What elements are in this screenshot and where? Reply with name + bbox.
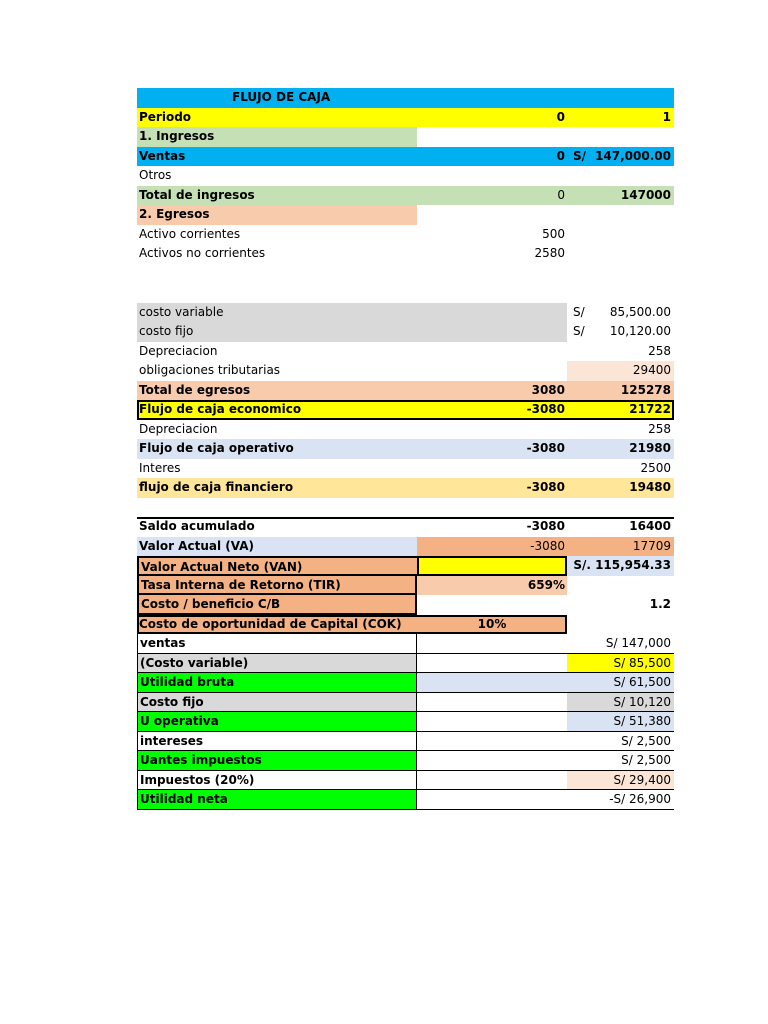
income-row-label[interactable]: Impuestos (20%) [137, 771, 417, 791]
flujo-financiero-0[interactable]: -3080 [526, 480, 565, 494]
total-ingresos-0[interactable]: 0 [557, 187, 565, 202]
activos-no-corrientes-row [137, 244, 674, 264]
ventas-row [137, 147, 674, 167]
interes-row [137, 459, 674, 479]
flujo-economico-label[interactable]: Flujo de caja economico [139, 402, 302, 416]
flujo-financiero-1[interactable]: 19480 [629, 480, 671, 494]
income-row [137, 693, 674, 713]
cb-row [137, 595, 674, 615]
saldo-label[interactable]: Saldo acumulado [139, 519, 255, 533]
va-1[interactable]: 17709 [632, 538, 671, 553]
va-0[interactable]: -3080 [530, 538, 565, 553]
ventas-1[interactable]: 147,000.00 [595, 148, 671, 163]
costo-variable-1[interactable]: 85,500.00 [609, 304, 671, 319]
flujo-financiero-label[interactable]: flujo de caja financiero [139, 480, 294, 494]
ventas-label[interactable]: Ventas [139, 148, 186, 163]
total-ingresos-1[interactable]: 147000 [620, 187, 671, 202]
depreciacion-2-label[interactable]: Depreciacion [139, 421, 218, 436]
income-row-value[interactable]: S/ 85,500 [567, 654, 674, 674]
income-row-spacer [417, 771, 567, 791]
income-row-label[interactable]: Utilidad neta [137, 790, 417, 810]
income-row-label[interactable]: Uantes impuestos [137, 751, 417, 771]
egresos-header-row [137, 205, 674, 225]
income-row [137, 751, 674, 771]
saldo-0[interactable]: -3080 [526, 519, 565, 533]
saldo-row [137, 517, 674, 537]
total-ingresos-label[interactable]: Total de ingresos [139, 187, 255, 202]
income-row-spacer [417, 634, 567, 654]
income-row-label[interactable]: intereses [137, 732, 417, 752]
income-row-label[interactable]: Utilidad bruta [137, 673, 417, 693]
income-row-value[interactable]: S/ 51,380 [567, 712, 674, 732]
costo-fijo-1[interactable]: 10,120.00 [609, 324, 671, 338]
income-row [137, 771, 674, 791]
flujo-operativo-1[interactable]: 21980 [629, 441, 671, 455]
income-row-spacer [417, 712, 567, 732]
income-row [137, 790, 674, 810]
ingresos-header-row [137, 127, 674, 147]
interes-label[interactable]: Interes [139, 460, 181, 475]
income-row-spacer [417, 790, 567, 810]
income-row [137, 673, 674, 693]
depreciacion-label[interactable]: Depreciacion [139, 343, 218, 358]
costo-fijo-currency: S/ [573, 324, 585, 338]
interes-1[interactable]: 2500 [640, 460, 671, 475]
activos-no-corrientes-0[interactable]: 2580 [534, 246, 565, 260]
income-row-value[interactable]: -S/ 26,900 [567, 790, 674, 810]
income-row [137, 712, 674, 732]
income-row-spacer [417, 732, 567, 752]
income-row-value[interactable]: S/ 29,400 [567, 771, 674, 791]
total-egresos-1[interactable]: 125278 [620, 382, 671, 397]
obligaciones-label[interactable]: obligaciones tributarias [139, 363, 281, 377]
income-row [137, 654, 674, 674]
empty-row [137, 264, 674, 284]
income-row-value[interactable]: S/ 61,500 [567, 673, 674, 693]
flujo-operativo-row [137, 439, 674, 459]
periodo-0[interactable]: 0 [556, 109, 565, 124]
empty-row [137, 283, 674, 303]
va-row [137, 537, 674, 557]
periodo-1[interactable]: 1 [662, 109, 671, 124]
depreciacion-2-row [137, 420, 674, 440]
income-row-label[interactable]: (Costo variable) [137, 654, 417, 674]
income-row-spacer [417, 654, 567, 674]
title-row [137, 88, 674, 108]
income-row-value[interactable]: S/ 2,500 [567, 732, 674, 752]
tir-row [137, 576, 674, 596]
flujo-economico-row [137, 400, 674, 420]
income-row-value[interactable]: S/ 10,120 [567, 693, 674, 713]
obligaciones-1[interactable]: 29400 [567, 361, 674, 381]
activo-corrientes-0[interactable]: 500 [542, 226, 565, 241]
activo-corrientes-row [137, 225, 674, 245]
total-egresos-row [137, 381, 674, 401]
periodo-label[interactable]: Periodo [139, 109, 192, 124]
saldo-1[interactable]: 16400 [629, 519, 671, 533]
total-egresos-label[interactable]: Total de egresos [139, 382, 251, 397]
costo-fijo-label[interactable]: costo fijo [139, 324, 194, 338]
flujo-operativo-0[interactable]: -3080 [526, 441, 565, 455]
income-row-value[interactable]: S/ 2,500 [567, 751, 674, 771]
ingresos-header[interactable]: 1. Ingresos [137, 127, 417, 147]
tir-value[interactable]: 659% [417, 576, 567, 596]
income-row-spacer [417, 673, 567, 693]
activos-no-corrientes-label[interactable]: Activos no corrientes [139, 246, 266, 260]
empty-row [137, 498, 674, 518]
van-value[interactable]: S/. 115,954.33 [567, 556, 674, 576]
income-row-value[interactable]: S/ 147,000 [567, 634, 674, 654]
egresos-header[interactable]: 2. Egresos [137, 205, 417, 225]
obligaciones-row [137, 361, 674, 381]
depreciacion-2-1[interactable]: 258 [648, 421, 671, 436]
income-statement [137, 634, 674, 810]
van-row [137, 556, 674, 576]
otros-row [137, 166, 674, 186]
costo-variable-row [137, 303, 674, 323]
income-row [137, 634, 674, 654]
va-label[interactable]: Valor Actual (VA) [139, 538, 254, 553]
cok-row [137, 615, 674, 635]
income-row-spacer [417, 751, 567, 771]
activo-corrientes-label[interactable]: Activo corrientes [139, 226, 241, 241]
flujo-economico-0[interactable]: -3080 [526, 402, 565, 416]
otros-label[interactable]: Otros [139, 168, 172, 182]
costo-variable-currency: S/ [573, 304, 585, 319]
periodo-row [137, 108, 674, 128]
flujo-operativo-label[interactable]: Flujo de caja operativo [139, 441, 294, 455]
income-row [137, 732, 674, 752]
flujo-financiero-row [137, 478, 674, 498]
cok-label[interactable]: Costo de oportunidad de Capital (COK) [139, 616, 402, 631]
van-label[interactable]: Valor Actual Neto (VAN) [137, 556, 417, 576]
cash-flow-sheet [137, 88, 674, 810]
sheet-title[interactable]: FLUJO DE CAJA [232, 90, 331, 104]
cb-label[interactable]: Costo / beneficio C/B [137, 595, 417, 615]
costo-fijo-row [137, 322, 674, 342]
total-egresos-0[interactable]: 3080 [531, 382, 565, 397]
tir-label[interactable]: Tasa Interna de Retorno (TIR) [137, 576, 417, 596]
ventas-0[interactable]: 0 [556, 148, 565, 163]
income-row-label[interactable]: Costo fijo [137, 693, 417, 713]
costo-variable-label[interactable]: costo variable [139, 304, 224, 319]
depreciacion-row [137, 342, 674, 362]
depreciacion-1[interactable]: 258 [648, 343, 671, 358]
income-row-label[interactable]: U operativa [137, 712, 417, 732]
income-row-spacer [417, 693, 567, 713]
income-row-label[interactable]: ventas [137, 634, 417, 654]
cb-value[interactable]: 1.2 [649, 597, 671, 611]
cok-value[interactable]: 10% [477, 616, 507, 631]
flujo-economico-1[interactable]: 21722 [629, 402, 671, 416]
total-ingresos-row [137, 186, 674, 206]
ventas-currency: S/ [573, 148, 587, 163]
